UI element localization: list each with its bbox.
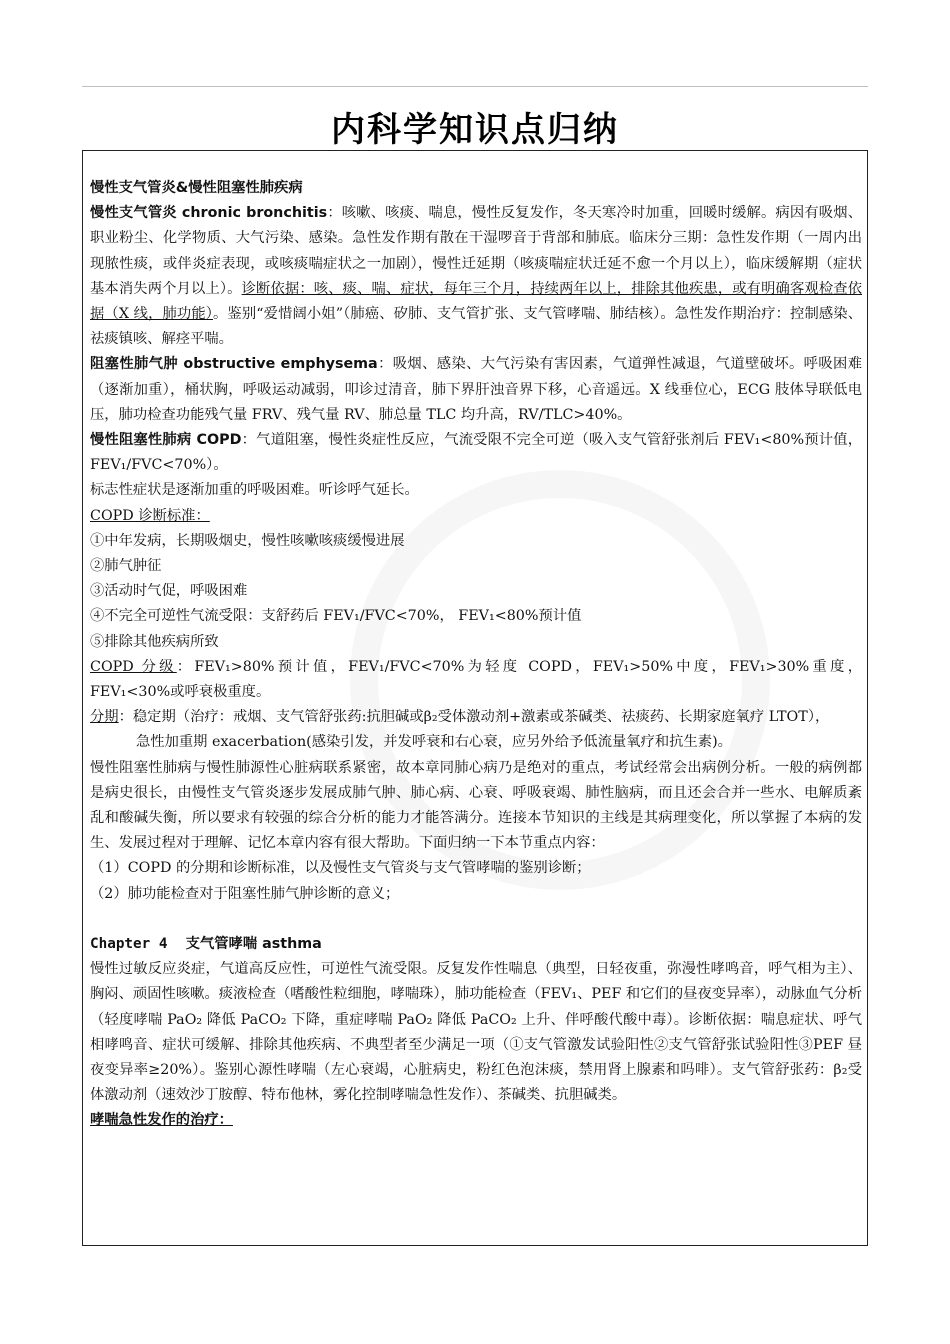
term-emphysema: 阻塞性肺气肿 obstructive emphysema	[90, 356, 378, 373]
asthma-acute-treatment-title: 哮喘急性发作的治疗：	[90, 1112, 233, 1129]
em-text: ：吸烟、感染、大气污染有害因素，气道弹性减退，气道壁破坏。呼吸困难（逐渐加重），桶状胸，呼吸运动减弱，叩诊过清音，肺下界肝浊音界下移，心音遥远。X 线垂位心，ECG 肢体导联低电压，肺功检查功能残气量 FRV、残气量 RV、肺总量 TLC 均升高，RV/TLC>40%。	[90, 356, 862, 423]
cb-text: ：咳嗽、咳痰、喘息，慢性反复发作，冬天寒冷时加重，回暖时缓解。病因有吸烟、职业粉尘、化学物质、大气污染、感染。急性发作期有散在干湿啰音于背部和肺底。临床分三期：急性发作期（一周内出现脓性痰，或伴炎症表现，或咳痰喘症状之一加剧），慢性迁延期（咳痰喘症状迁延不愈一个月以上），临床缓解期（症状基本消失两个月以上）。	[90, 205, 862, 297]
staging-title: 分期	[90, 709, 119, 726]
key-point: （2）肺功能检查对于阻塞性肺气肿诊断的意义；	[90, 885, 400, 902]
copd-text: ：气道阻塞，慢性炎症性反应，气流受限不完全可逆（吸入支气管舒张剂后 FEV₁<80%预计值，FEV₁/FVC<70%）。	[90, 432, 862, 474]
diag-item: ①中年发病，长期吸烟史，慢性咳嗽咳痰缓慢进展	[90, 532, 405, 549]
copd-grading	[90, 655, 862, 705]
diag-item: ⑤排除其他疾病所致	[90, 633, 219, 650]
term-copd: 慢性阻塞性肺病 COPD	[90, 432, 242, 449]
document-body	[90, 176, 862, 1134]
cb-text-2: 。鉴别“爱惜阔小姐”（肺癌、矽肺、支气管扩张、支气管哮喘、肺结核）。急性发作期治疗：控制感染、祛痰镇咳、解痉平喘。	[90, 306, 862, 348]
acute-exacerbation: 急性加重期 exacerbation(感染引发，并发呼衰和右心衰，应另外给予低流量氧疗和抗生素)。	[136, 734, 732, 751]
chapter-title: 支气管哮喘 asthma	[185, 935, 322, 952]
summary-paragraph: 慢性阻塞性肺病与慢性肺源性心脏病联系紧密，故本章同肺心病乃是绝对的重点，考试经常会出病例分析。一般的病例都是病史很长，由慢性支气管炎逐步发展成肺气肿、肺心病、心衰、呼吸衰竭、肺性脑病，而且还会合并一些水、电解质紊乱和酸碱失衡，所以要求有较强的综合分析的能力才能答满分。连接本节知识的主线是其病理变化，所以掌握了本病的发生、发展过程对于理解、记忆本章内容有很大帮助。下面归纳一下本节重点内容：	[90, 759, 862, 852]
grading-title: COPD 分级	[90, 658, 177, 675]
asthma-paragraph: 慢性过敏反应炎症，气道高反应性，可逆性气流受限。反复发作性喘息（典型，日轻夜重，弥漫性哮鸣音，呼气相为主）、胸闷、顽固性咳嗽。痰液检查（嗜酸性粒细胞，哮喘珠），肺功能检查（FEV₁、PEF 和它们的昼夜变异率），动脉血气分析（轻度哮喘 PaO₂ 降低 PaCO₂ 下降，重症哮喘 PaO₂ 降低 PaCO₂ 上升、伴呼酸代酸中毒）。诊断依据：喘息症状、呼气相哮鸣音、症状可缓解、排除其他疾病、不典型者至少满足一项（①支气管激发试验阳性②支气管舒张试验阳性③PEF 昼夜变异率≥20%）。鉴别心源性哮喘（左心衰竭，心脏病史，粉红色泡沫痰，禁用肾上腺素和吗啡）。支气管舒张药：β₂受体激动剂（速效沙丁胺醇、特布他林，雾化控制哮喘急性发作）、茶碱类、抗胆碱类。	[90, 961, 862, 1104]
staging-text: ：稳定期（治疗：戒烟、支气管舒张药:抗胆碱或β₂受体激动剂+激素或茶碱类、祛痰药、长期家庭氧疗 LTOT），	[118, 709, 830, 726]
emphysema-paragraph	[90, 352, 862, 428]
diag-item: ③活动时气促，呼吸困难	[90, 583, 248, 600]
diag-item: ④不完全可逆性气流受限：支舒药后 FEV₁/FVC<70%， FEV₁<80%预计值	[90, 608, 582, 625]
copd-paragraph	[90, 428, 862, 478]
copd-diagnosis-title: COPD 诊断标准：	[90, 507, 210, 524]
chapter-number: Chapter 4	[90, 935, 168, 952]
copd-sign: 标志性症状是逐渐加重的呼吸困难。听诊呼气延长。	[90, 482, 419, 499]
diag-item: ②肺气肿征	[90, 558, 162, 575]
section-heading: 慢性支气管炎&慢性阻塞性肺疾病	[90, 180, 303, 196]
spacer	[90, 907, 862, 932]
page-title: 内科学知识点归纳	[331, 110, 619, 150]
header-rule	[82, 86, 868, 87]
term-chronic-bronchitis: 慢性支气管炎 chronic bronchitis	[90, 205, 328, 222]
copd-staging	[90, 705, 862, 730]
chronic-bronchitis-paragraph	[90, 201, 862, 352]
key-point: （1）COPD 的分期和诊断标准，以及慢性支气管炎与支气管哮喘的鉴别诊断；	[90, 860, 591, 877]
grading-text: ：FEV₁>80%预计值，FEV₁/FVC<70%为轻度 COPD，FEV₁>50%中度，FEV₁>30%重度，FEV₁<30%或呼衰极重度。	[90, 658, 862, 701]
cb-diagnosis: 诊断依据：咳、痰、喘、症状，每年三个月，持续两年以上，排除其他疾患，或有明确客观检查依据（X 线，肺功能）	[90, 280, 862, 323]
chapter-heading	[90, 932, 862, 957]
